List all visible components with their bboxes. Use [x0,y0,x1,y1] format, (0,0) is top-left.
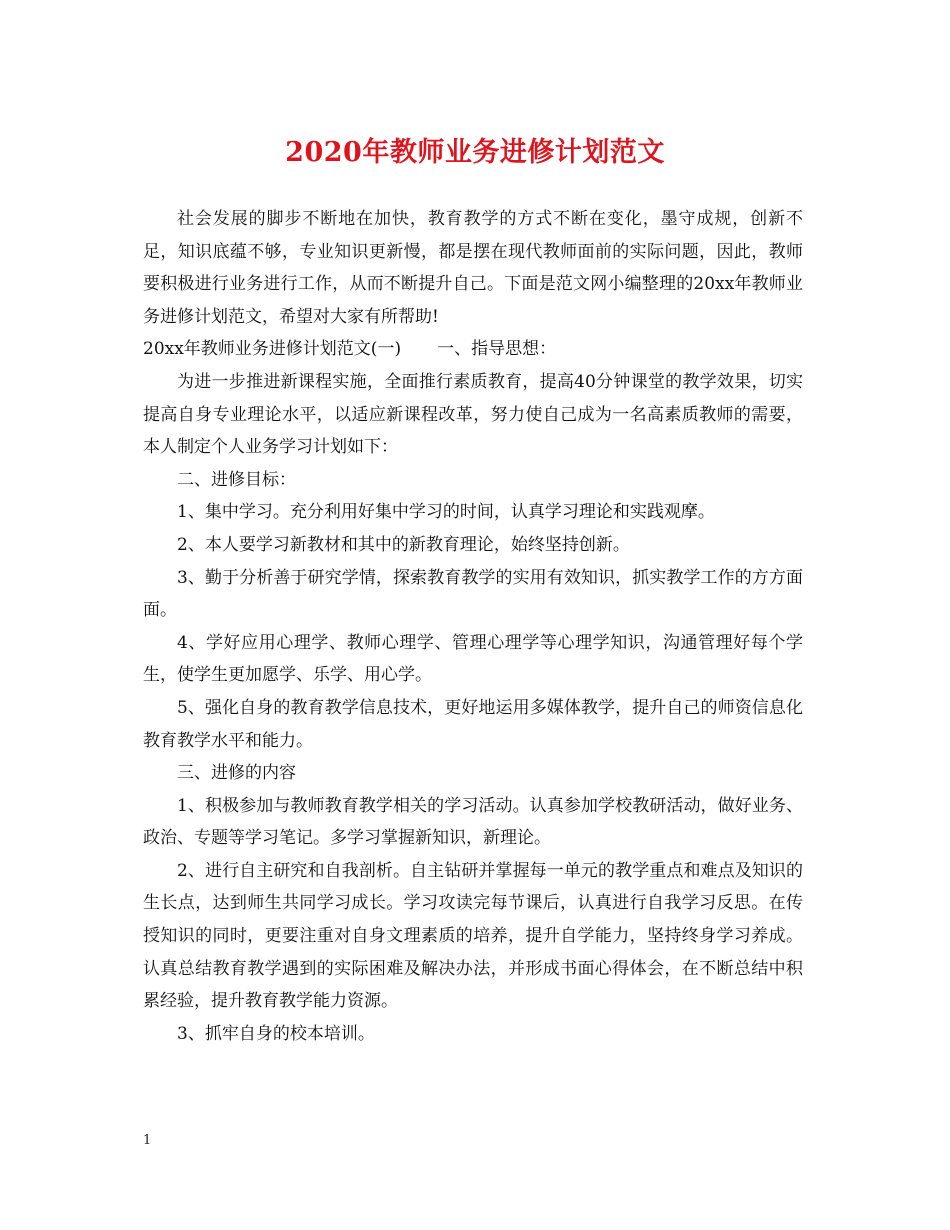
section3-heading: 三、进修的内容 [177,763,296,784]
content-item: 2、进行自主研究和自我剖析。自主钻研并掌握每一单元的教学重点和难点及知识的生长点，达到师生共同学习成长。学习攻读完每节课后，认真进行自我学习反思。在传授知识的同时，更要注重对自身文理素质的培养，提升自学能力，坚持终身学习养成。认真总结教育教学遇到的实际困难及解决办法，并形成书面心得体会，在不断总结中积累经验，提升教育教学能力资源。 [143,860,803,1012]
content-item: 1、积极参加与教师教育教学相关的学习活动。认真参加学校教研活动，做好业务、政治、专题等学习笔记。多学习掌握新知识，新理论。 [143,795,803,849]
intro-paragraph: 社会发展的脚步不断地在加快，教育教学的方式不断在变化，墨守成规，创新不足，知识底蕴不够，专业知识更新慢，都是摆在现代教师面前的实际问题，因此，教师要积极进行业务进行工作，从而不断提升自己。下面是范文网小编整理的20xx年教师业务进修计划范文，希望对大家有所帮助! [143,209,803,327]
goal-item: 1、集中学习。充分利用好集中学习的时间，认真学习理论和实践观摩。 [177,502,715,523]
document-body [143,203,803,1050]
section2-heading: 二、进修目标： [177,469,296,490]
goal-item: 3、勤于分析善于研究学情，探索教育教学的实用有效知识，抓实教学工作的方方面面。 [143,567,803,621]
content-item: 3、抓牢自身的校本培训。 [177,1023,375,1044]
subtitle-line [143,333,803,366]
document-title: 2020年教师业务进修计划范文 [285,137,665,168]
guiding-paragraph: 为进一步推进新课程实施，全面推行素质教育，提高40分钟课堂的教学效果，切实提高自身专业理论水平，以适应新课程改革，努力使自己成为一名高素质教师的需要，本人制定个人业务学习计划如下： [143,371,803,458]
goal-item: 2、本人要学习新教材和其中的新教育理论，始终坚持创新。 [177,534,630,555]
goal-item: 5、强化自身的教育教学信息技术，更好地运用多媒体教学，提升自己的师资信息化教育教学水平和能力。 [143,697,803,751]
subtitle-right: 一、指导思想： [437,339,557,360]
goal-item: 4、学好应用心理学、教师心理学、管理心理学等心理学知识，沟通管理好每个学生，使学生更加愿学、乐学、用心学。 [143,632,803,686]
page-number: 1 [143,1133,152,1148]
subtitle-left: 20xx年教师业务进修计划范文(一) [143,339,402,360]
